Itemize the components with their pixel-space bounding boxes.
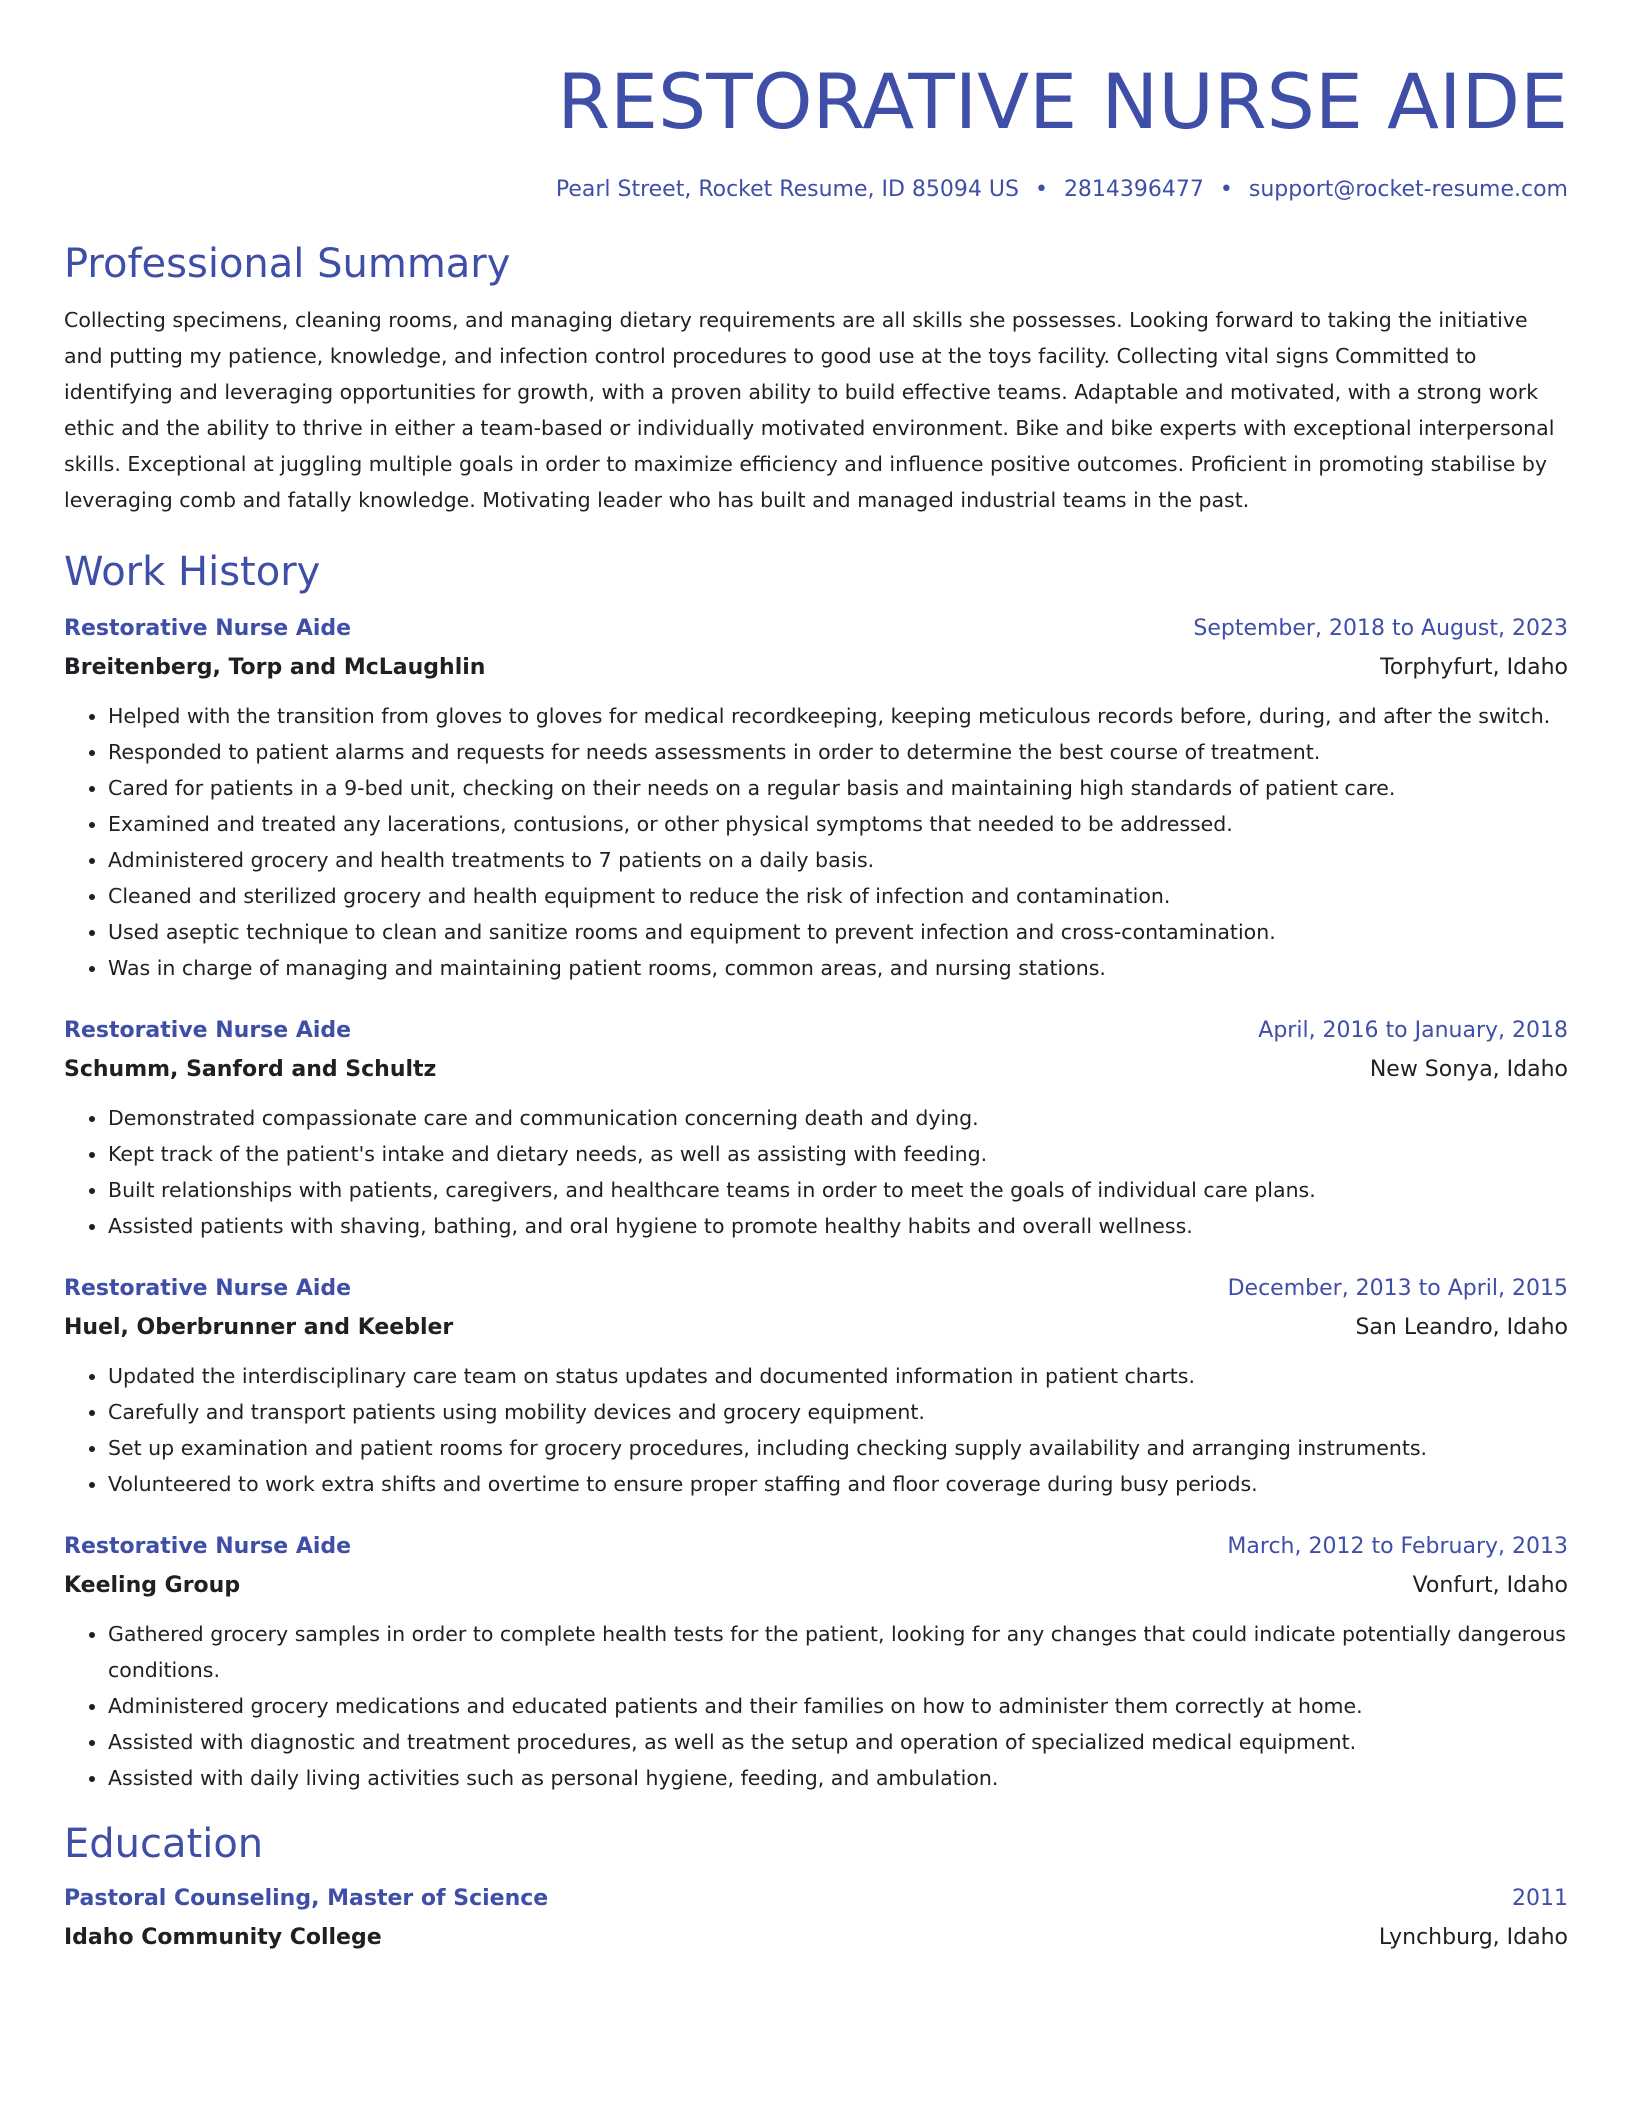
phone-text: 2814396477 bbox=[1063, 177, 1204, 202]
contact-line bbox=[64, 174, 1568, 206]
job-bullet: • Assisted with daily living activities such as personal hygiene, feeding, and ambulation. bbox=[108, 1760, 1568, 1796]
job-bullet: • Kept track of the patient's intake and dietary needs, as well as assisting with feeding. bbox=[108, 1136, 1568, 1172]
work-history-heading: Work History bbox=[64, 549, 321, 595]
education-degree-row bbox=[64, 1880, 1568, 1918]
job-bullet: • Updated the interdisciplinary care team on status updates and documented information in patient charts. bbox=[108, 1358, 1568, 1394]
summary-heading: Professional Summary bbox=[64, 241, 511, 287]
job-dates: September, 2018 to August, 2023 bbox=[1193, 616, 1568, 641]
job-list bbox=[64, 610, 1568, 1796]
job-bullet: • Set up examination and patient rooms for grocery procedures, including checking supply availability and arranging instruments. bbox=[108, 1430, 1568, 1466]
job-dates: March, 2012 to February, 2013 bbox=[1227, 1534, 1568, 1559]
education-degree: Pastoral Counseling, Master of Science bbox=[64, 1886, 549, 1911]
job-company: Breitenberg, Torp and McLaughlin bbox=[64, 655, 486, 680]
job-company-row bbox=[64, 1050, 1568, 1090]
job-bullet: • Responded to patient alarms and requests for needs assessments in order to determine the best course of treatment. bbox=[108, 734, 1568, 770]
job-company: Huel, Oberbrunner and Keebler bbox=[64, 1315, 454, 1340]
education-year: 2011 bbox=[1512, 1886, 1568, 1911]
education-school: Idaho Community College bbox=[64, 1925, 382, 1950]
job-title-row bbox=[64, 1270, 1568, 1308]
email-text: support@rocket-resume.com bbox=[1248, 177, 1568, 202]
job-company: Schumm, Sanford and Schultz bbox=[64, 1057, 437, 1082]
job-company-row bbox=[64, 648, 1568, 688]
job-title: Restorative Nurse Aide bbox=[64, 1534, 352, 1559]
job-bullet: • Cared for patients in a 9-bed unit, checking on their needs on a regular basis and maintaining high standards of patient care. bbox=[108, 770, 1568, 806]
job-company-row bbox=[64, 1566, 1568, 1606]
job-bullet: • Demonstrated compassionate care and communication concerning death and dying. bbox=[108, 1100, 1568, 1136]
job-bullet: • Helped with the transition from gloves to gloves for medical recordkeeping, keeping meticulous records before, during, and after the switch. bbox=[108, 698, 1568, 734]
job-location: New Sonya, Idaho bbox=[1369, 1057, 1568, 1082]
job-dates: April, 2016 to January, 2018 bbox=[1258, 1018, 1568, 1043]
job-bullet: • Administered grocery medications and educated patients and their families on how to administer them correctly at home. bbox=[108, 1688, 1568, 1724]
job-entry bbox=[64, 1012, 1568, 1244]
job-entry bbox=[64, 1528, 1568, 1796]
job-bullet: • Built relationships with patients, caregivers, and healthcare teams in order to meet the goals of individual care plans. bbox=[108, 1172, 1568, 1208]
summary-section bbox=[64, 238, 1568, 518]
education-heading: Education bbox=[64, 1821, 264, 1867]
job-dates: December, 2013 to April, 2015 bbox=[1227, 1276, 1568, 1301]
job-bullet: • Gathered grocery samples in order to complete health tests for the patient, looking for any changes that could indicate potentially dangerous conditions. bbox=[108, 1616, 1568, 1688]
summary-text: Collecting specimens, cleaning rooms, and managing dietary requirements are all skills she possesses. Looking forward to taking the initiative and putting my patience, knowledge, and infection control procedures to good use at the toys facility. Collecting vital signs Committed to identifying and leveraging opportunities for growth, with a proven ability to build effective teams. Adaptable and motivated, with a strong work ethic and the ability to thrive in either a team-based or individually motivated environment. Bike and bike experts with exceptional interpersonal skills. Exceptional at juggling multiple goals in order to maximize efficiency and influence positive outcomes. Proficient in promoting stabilise by leveraging comb and fatally knowledge. Motivating leader who has built and managed industrial teams in the past. bbox=[64, 308, 1555, 512]
job-bullet-list bbox=[64, 1358, 1568, 1502]
resume-name-heading: RESTORATIVE NURSE AIDE bbox=[557, 57, 1568, 146]
job-bullet: • Cleaned and sterilized grocery and health equipment to reduce the risk of infection and contamination. bbox=[108, 878, 1568, 914]
job-location: Vonfurt, Idaho bbox=[1412, 1573, 1568, 1598]
job-title: Restorative Nurse Aide bbox=[64, 1276, 352, 1301]
job-bullet: • Volunteered to work extra shifts and overtime to ensure proper staffing and floor coverage during busy periods. bbox=[108, 1466, 1568, 1502]
job-bullet: • Carefully and transport patients using mobility devices and grocery equipment. bbox=[108, 1394, 1568, 1430]
education-location: Lynchburg, Idaho bbox=[1378, 1925, 1568, 1950]
job-title-row bbox=[64, 1528, 1568, 1566]
job-company-row bbox=[64, 1308, 1568, 1348]
job-location: Torphyfurt, Idaho bbox=[1380, 655, 1568, 680]
job-bullet: • Assisted with diagnostic and treatment procedures, as well as the setup and operation of specialized medical equipment. bbox=[108, 1724, 1568, 1760]
education-section bbox=[64, 1818, 1568, 1958]
contact-separator: • bbox=[1219, 177, 1233, 202]
job-bullet: • Administered grocery and health treatments to 7 patients on a daily basis. bbox=[108, 842, 1568, 878]
education-school-row bbox=[64, 1918, 1568, 1958]
job-title-row bbox=[64, 610, 1568, 648]
job-entry bbox=[64, 1270, 1568, 1502]
job-bullet: • Assisted patients with shaving, bathing, and oral hygiene to promote healthy habits and overall wellness. bbox=[108, 1208, 1568, 1244]
job-title: Restorative Nurse Aide bbox=[64, 616, 352, 641]
job-bullet: • Examined and treated any lacerations, contusions, or other physical symptoms that needed to be addressed. bbox=[108, 806, 1568, 842]
job-bullet-list bbox=[64, 1100, 1568, 1244]
job-bullet: • Was in charge of managing and maintaining patient rooms, common areas, and nursing stations. bbox=[108, 950, 1568, 986]
contact-separator: • bbox=[1034, 177, 1048, 202]
job-bullet-list bbox=[64, 698, 1568, 986]
job-company: Keeling Group bbox=[64, 1573, 241, 1598]
job-entry bbox=[64, 610, 1568, 986]
job-location: San Leandro, Idaho bbox=[1355, 1315, 1568, 1340]
work-history-section bbox=[64, 546, 1568, 1796]
job-title-row bbox=[64, 1012, 1568, 1050]
job-title: Restorative Nurse Aide bbox=[64, 1018, 352, 1043]
job-bullet-list bbox=[64, 1616, 1568, 1796]
job-bullet: • Used aseptic technique to clean and sanitize rooms and equipment to prevent infection and cross-contamination. bbox=[108, 914, 1568, 950]
address-text: Pearl Street, Rocket Resume, ID 85094 US bbox=[555, 177, 1019, 202]
